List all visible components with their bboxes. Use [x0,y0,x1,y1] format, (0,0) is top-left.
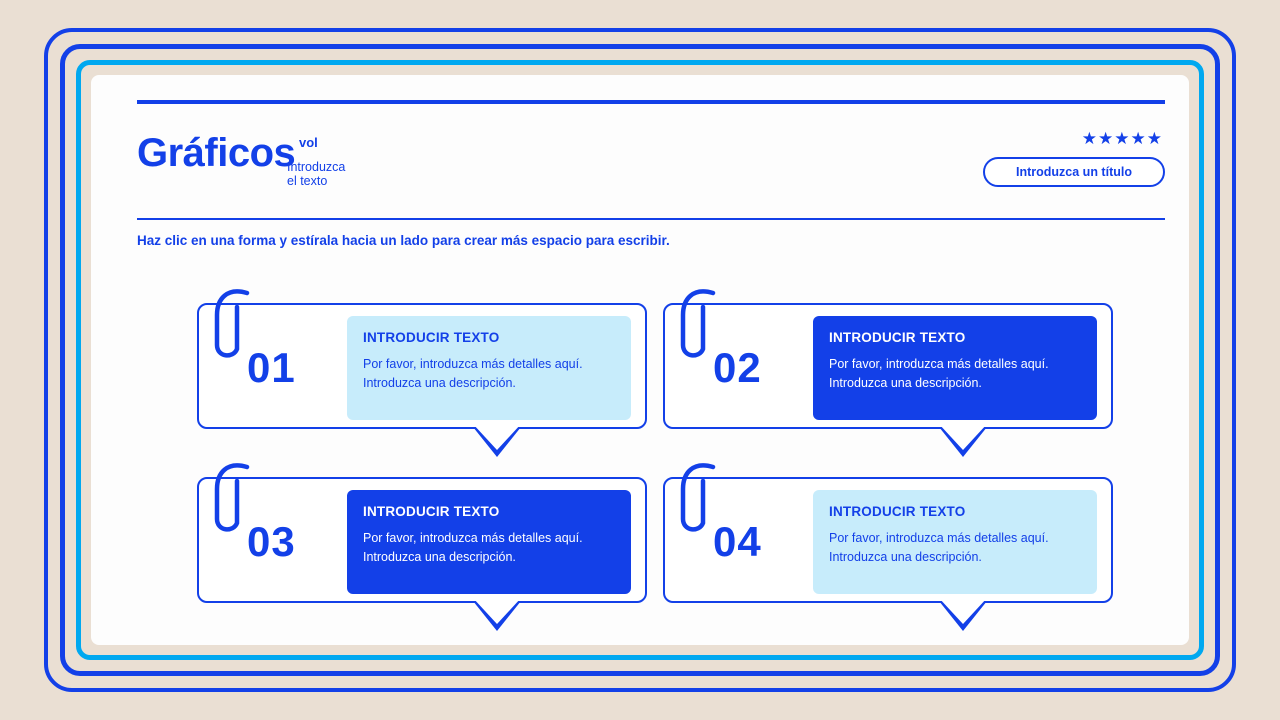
page-title: Gráficos [137,131,296,175]
card-title: INTRODUCIR TEXTO [363,330,500,345]
card-item[interactable] [663,303,1113,429]
card-title: INTRODUCIR TEXTO [829,330,966,345]
card-body: Por favor, introduzca más detalles aquí. Introduzca una descripción. [363,531,583,565]
card-body: Por favor, introduzca más detalles aquí. Introduzca una descripción. [829,357,1049,391]
title-input-pill[interactable]: Introduzca un título [983,157,1165,187]
slide-frame-outer [44,28,1236,692]
card-tail-fill [939,598,987,624]
card-textbox[interactable] [347,316,631,420]
card-title: INTRODUCIR TEXTO [363,504,500,519]
card-tail-fill [473,598,521,624]
cards-grid [197,303,1113,603]
card-textbox[interactable] [813,490,1097,594]
card-tail-fill [939,424,987,450]
card-number: 04 [713,518,762,565]
card-tail-fill [473,424,521,450]
card-item[interactable] [197,303,647,429]
slide-canvas [91,75,1189,645]
title-badge: vol [299,135,318,150]
header-divider [137,218,1165,220]
slide-frame-middle [60,44,1220,676]
card-number: 01 [247,344,296,391]
top-divider [137,100,1165,104]
title-subtitle: Introduzca el texto [287,160,346,188]
slide-frame-inner [76,60,1204,660]
card-body: Por favor, introduzca más detalles aquí. Introduzca una descripción. [363,357,583,391]
card-textbox[interactable] [813,316,1097,420]
card-number: 02 [713,344,762,391]
slide-header [137,123,1165,203]
title-group [137,131,346,188]
card-item[interactable] [197,477,647,603]
card-title: INTRODUCIR TEXTO [829,504,966,519]
instruction-text: Haz clic en una forma y estírala hacia un lado para crear más espacio para escribir. [137,233,670,248]
star-rating-icon: ★★★★★ [1081,129,1163,148]
card-item[interactable] [663,477,1113,603]
card-body: Por favor, introduzca más detalles aquí. Introduzca una descripción. [829,531,1049,565]
card-textbox[interactable] [347,490,631,594]
card-number: 03 [247,518,296,565]
